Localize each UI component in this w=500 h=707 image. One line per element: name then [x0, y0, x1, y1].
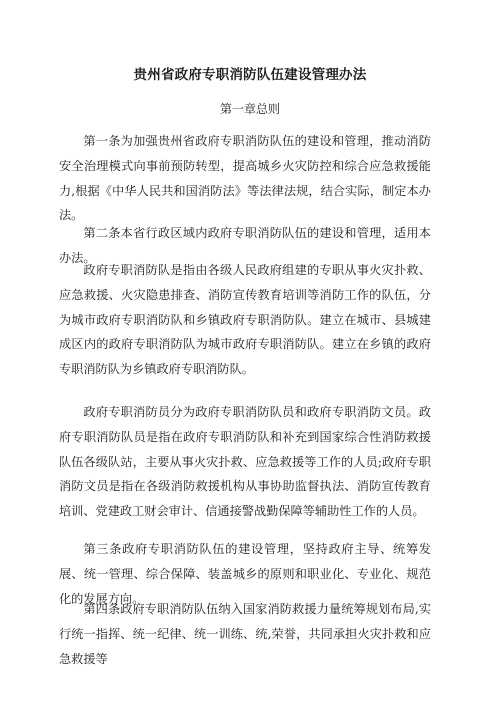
paragraph-article-3: 第三条政府专职消防队伍的建设管理，坚持政府主导、统筹发展、统一管理、综合保障、装盖城乡的原则和职业化、专业化、规范化的发展方向。 [59, 542, 431, 606]
paragraph-article-2: 第二条本省行政区域内政府专职消防队伍的建设和管理，适用本办法。 [59, 226, 431, 265]
paragraph-article-1: 第一条为加强贵州省政府专职消防队伍的建设和管理，推动消防安全治理模式向事前预防转型，提高城乡火灾防控和综合应急救援能力,根据《中华人民共和国消防法》等法律法规，结合实际，制定本办法。 [59, 134, 431, 223]
chapter-heading: 第一章总则 [219, 102, 280, 116]
paragraph-firefighter-definition: 政府专职消防员分为政府专职消防队员和政府专职消防文员。政府专职消防队员是指在政府专职消防队和补充到国家综合性消防救援队伍各级队站，主要从事火灾扑救、应急救援等工作的人员;政府专职消防文员是指在各级消防救援机构从事协助监督执法、消防宣传教育培训、党建政工财会审计、信通接警战勤保障等辅助性工作的人员。 [59, 405, 431, 519]
document-title: 贵州省政府专职消防队伍建设管理办法 [133, 67, 367, 83]
paragraph-fire-brigade-definition: 政府专职消防队是指由各级人民政府组建的专职从事火灾扑救、应急救援、火灾隐患排查、消防宣传教育培训等消防工作的队伍，分为城市政府专职消防队和乡镇政府专职消防队。建立在城市、县城建成区内的政府专职消防队为城市政府专职消防队。建立在乡镇的政府专职消防队为乡镇政府专职消防队。 [59, 263, 431, 377]
paragraph-article-4: 第四条政府专职消防队伍纳入国家消防救援力量统筹规划布局,实行统一指挥、统一纪律、统一训练、统,荣誉，共同承担火灾扑救和应急救援等 [59, 602, 431, 666]
